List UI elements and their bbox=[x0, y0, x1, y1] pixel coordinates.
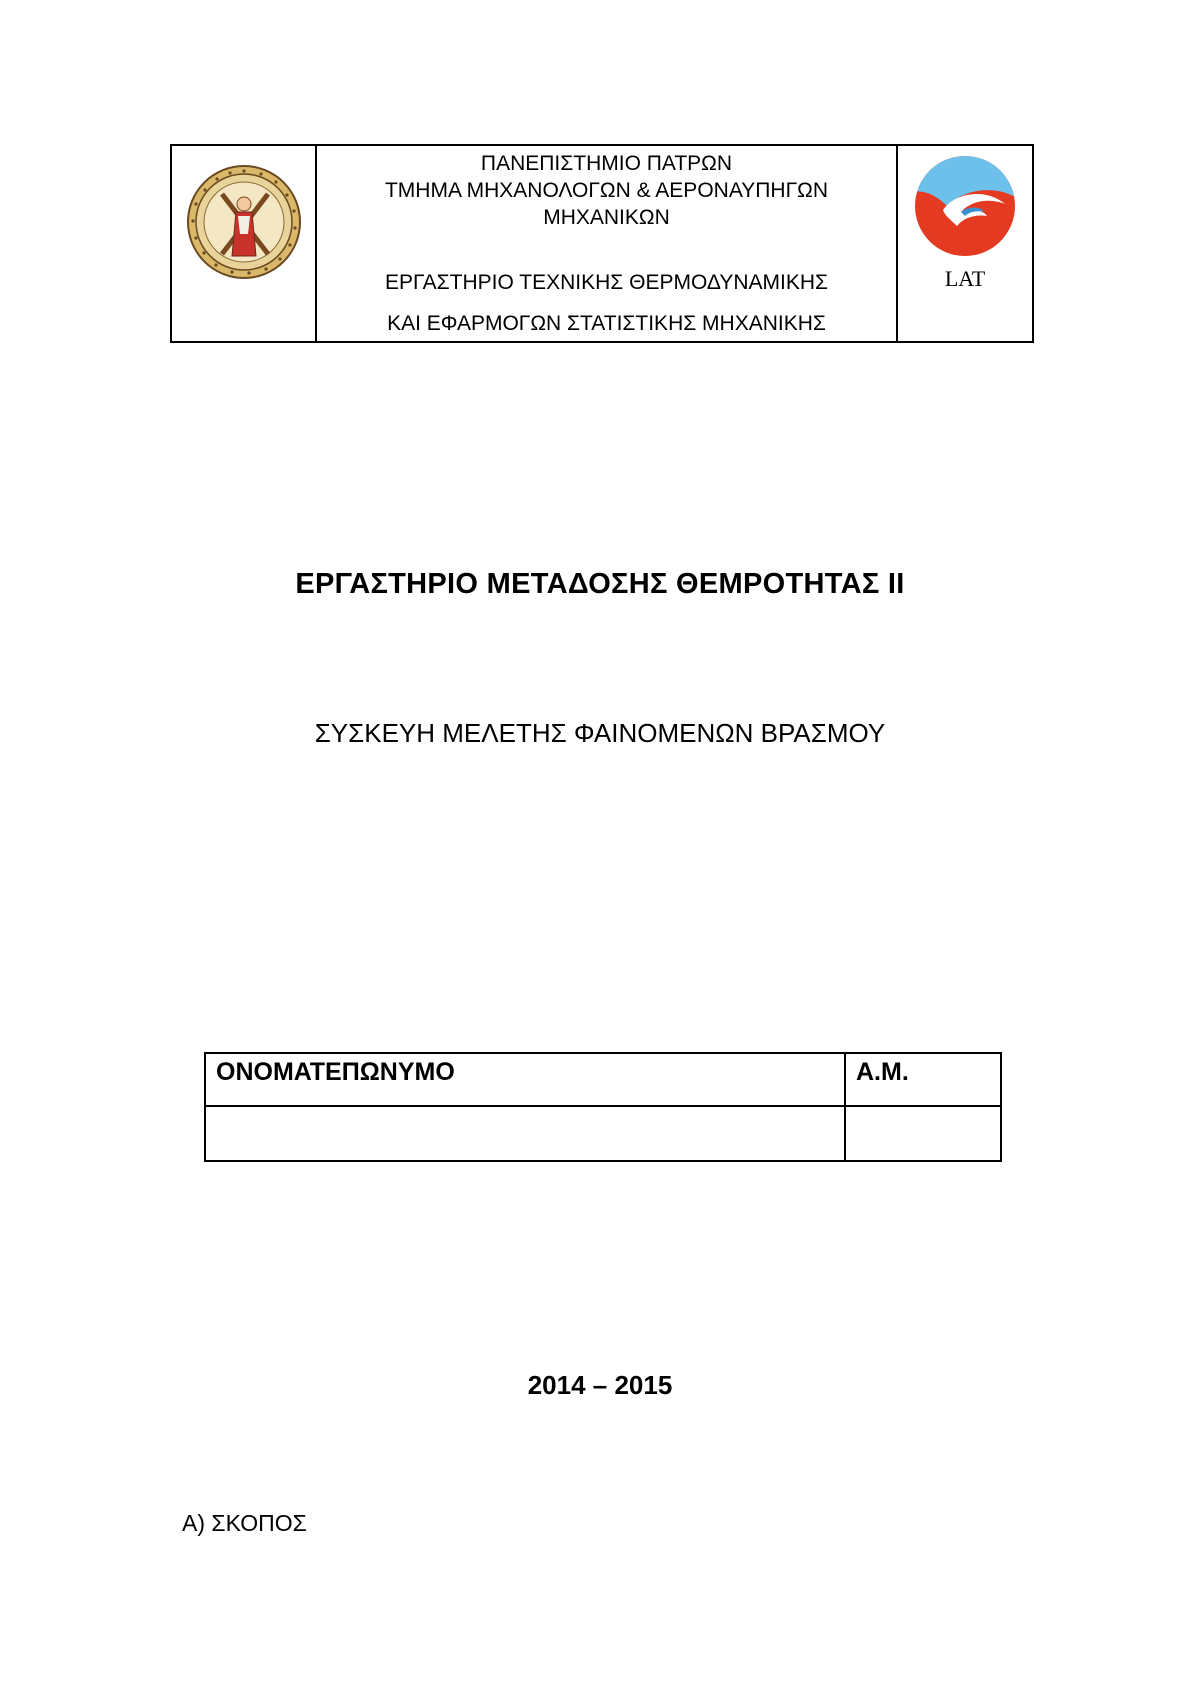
header-table bbox=[170, 144, 1034, 343]
document-subtitle: ΣΥΣΚΕΥΗ ΜΕΛΕΤΗΣ ΦΑΙΝΟΜΕΝΩΝ ΒΡΑΣΜΟΥ bbox=[314, 718, 886, 748]
lab-logo-label: LAT bbox=[944, 266, 986, 291]
id-header: Α.Μ. bbox=[856, 1058, 909, 1086]
institution-text-cell bbox=[317, 146, 898, 341]
student-info-table bbox=[204, 1052, 1002, 1162]
university-seal-icon bbox=[186, 164, 302, 280]
document-title: ΕΡΓΑΣΤΗΡΙΟ ΜΕΤΑΔΟΣΗΣ ΘΕΜΡΟΤΗΤΑΣ ΙΙ bbox=[295, 568, 905, 600]
university-seal-cell bbox=[172, 146, 317, 341]
student-table-header-row bbox=[205, 1053, 1001, 1106]
name-entry-cell[interactable] bbox=[205, 1106, 845, 1161]
student-table-entry-row bbox=[205, 1106, 1001, 1161]
lab-logo-cell bbox=[898, 146, 1032, 341]
lab-logo-icon bbox=[913, 154, 1017, 258]
lab-name-line1: ΕΡΓΑΣΤΗΡΙΟ ΤΕΧΝΙΚΗΣ ΘΕΡΜΟΔΥΝΑΜΙΚΗΣ bbox=[385, 271, 828, 294]
university-name: ΠΑΝΕΠΙΣΤΗΜΙΟ ΠΑΤΡΩΝ bbox=[480, 152, 733, 175]
name-header-cell bbox=[205, 1053, 845, 1106]
academic-year: 2014 – 2015 bbox=[527, 1370, 673, 1400]
department-name-line1: ΤΜΗΜΑ ΜΗΧΑΝΟΛΟΓΩΝ & ΑΕΡΟΝΑΥΠΗΓΩΝ bbox=[384, 179, 829, 202]
lab-name-line2: ΚΑΙ ΕΦΑΡΜΟΓΩΝ ΣΤΑΤΙΣΤΙΚΗΣ ΜΗΧΑΝΙΚΗΣ bbox=[387, 312, 826, 335]
department-name-line2: ΜΗΧΑΝΙΚΩΝ bbox=[543, 206, 670, 229]
id-header-cell bbox=[845, 1053, 1001, 1106]
section-heading-purpose: Α) ΣΚΟΠΟΣ bbox=[182, 1510, 307, 1536]
name-header: ΟΝΟΜΑΤΕΠΩΝΥΜΟ bbox=[216, 1058, 455, 1086]
id-entry-cell[interactable] bbox=[845, 1106, 1001, 1161]
